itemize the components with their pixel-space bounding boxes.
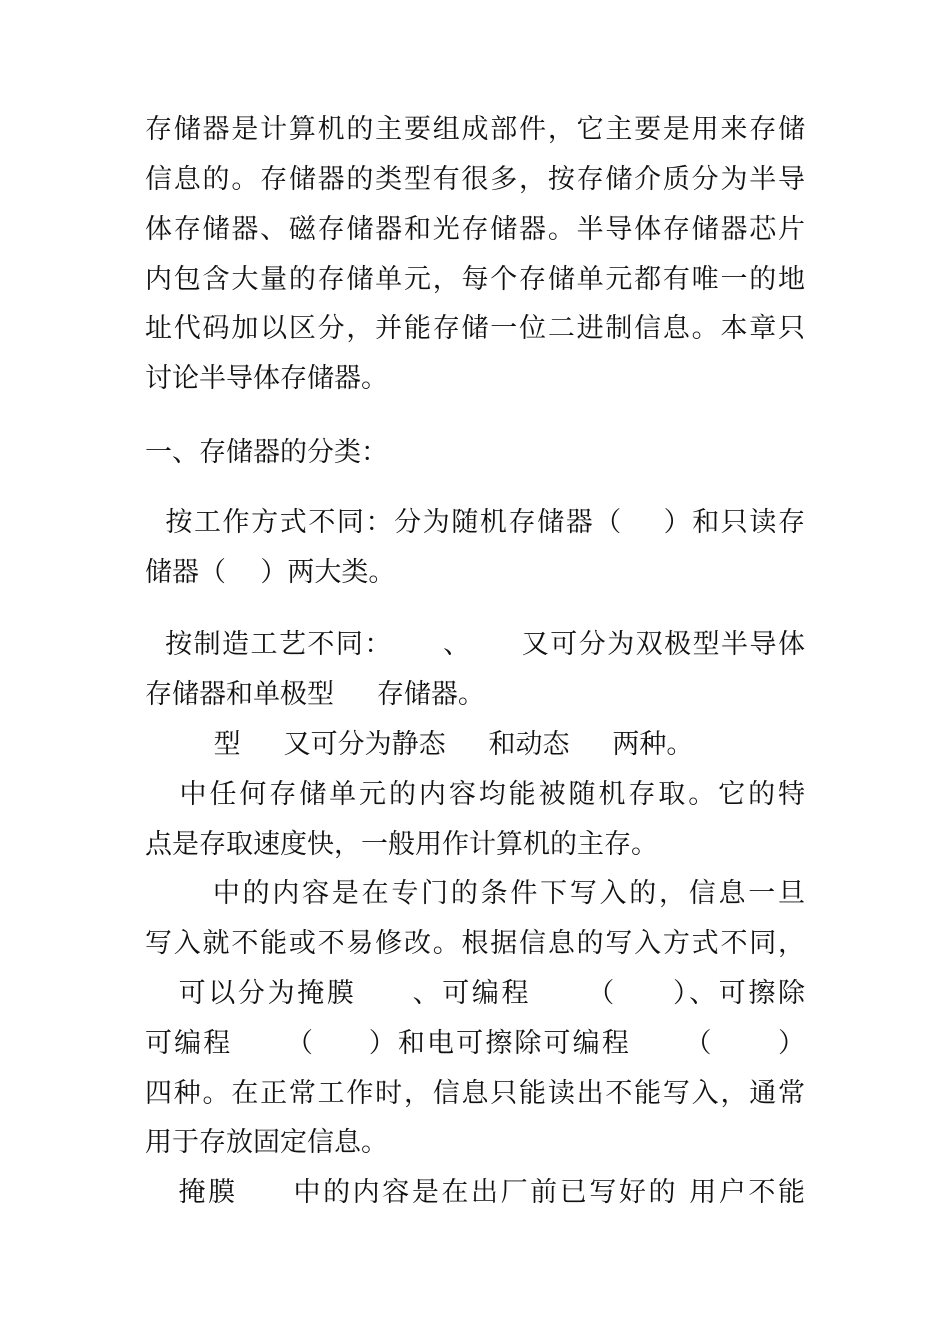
- paragraph-line: 储器（ ）两大类。: [145, 557, 396, 588]
- paragraph-line: 存储器和单极型 存储器。: [145, 679, 485, 710]
- paragraph-line: 点是存取速度快，一般用作计算机的主存。: [145, 829, 658, 860]
- paragraph-line: 可以分为掩膜 、可编程 （ ）、可擦除: [145, 978, 805, 1009]
- paragraph-line: 存储器是计算机的主要组成部件，它主要是用来存储: [145, 114, 805, 145]
- paragraph-line: 按工作方式不同：分为随机存储器（ ）和只读存: [145, 507, 805, 538]
- paragraph-line: 掩膜 中的内容是在出厂前已写好的 用户不能: [145, 1177, 805, 1208]
- paragraph-line: 写入就不能或不易修改。根据信息的写入方式不同，: [145, 928, 805, 959]
- paragraph-line: 型 又可分为静态 和动态 两种。: [145, 729, 694, 760]
- paragraph-line: 四种。在正常工作时，信息只能读出不能写入，通常: [145, 1078, 805, 1109]
- paragraph-line: 讨论半导体存储器。: [145, 363, 388, 394]
- paragraph-line: 中的内容是在专门的条件下写入的，信息一旦: [145, 878, 805, 909]
- paragraph-line: 用于存放固定信息。: [145, 1127, 388, 1158]
- paragraph-line: 按制造工艺不同： 、 又可分为双极型半导体: [145, 629, 805, 660]
- paragraph-line: 可编程 （ ）和电可擦除可编程 （ ）: [145, 1028, 805, 1059]
- paragraph-line: 址代码加以区分，并能存储一位二进制信息。本章只: [145, 313, 805, 344]
- paragraph-line: 体存储器、磁存储器和光存储器。半导体存储器芯片: [145, 214, 805, 245]
- paragraph-line: 信息的。存储器的类型有很多，按存储介质分为半导: [145, 164, 805, 195]
- section-heading: 一、存储器的分类：: [145, 437, 388, 468]
- paragraph-line: 中任何存储单元的内容均能被随机存取。它的特: [145, 779, 805, 810]
- paragraph-line: 内包含大量的存储单元，每个存储单元都有唯一的地: [145, 264, 805, 295]
